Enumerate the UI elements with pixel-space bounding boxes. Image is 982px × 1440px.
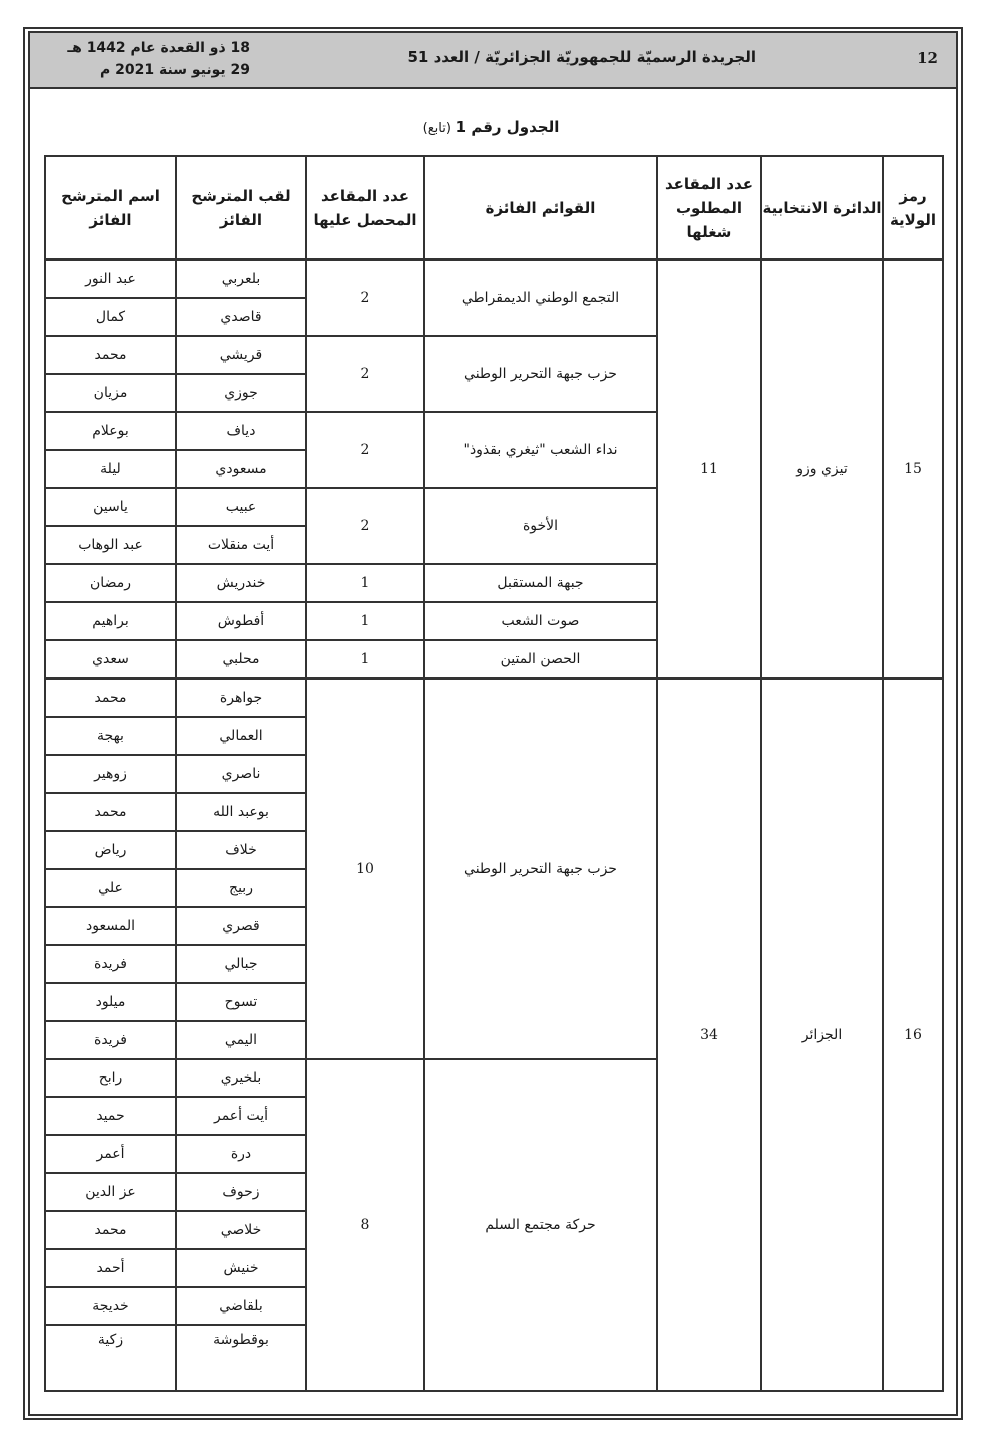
circonscription: الجزائر [761,679,883,1392]
candidate-first-name: براهيم [45,602,176,640]
candidate-surname: قريشي [176,336,306,374]
table-header-row [45,156,943,260]
candidate-surname: قصري [176,907,306,945]
winning-list-name: التجمع الوطني الديمقراطي [424,260,657,337]
winning-list-name: الحصن المتين [424,640,657,679]
candidate-surname: جبالي [176,945,306,983]
candidate-first-name: محمد [45,1211,176,1249]
seats-required: 11 [657,260,761,679]
winning-list-name: حزب جبهة التحرير الوطني [424,336,657,412]
wilaya-code: 16 [883,679,943,1392]
candidate-first-name: رمضان [45,564,176,602]
issue-date [40,37,250,81]
candidate-first-name: محمد [45,793,176,831]
seats-obtained: 2 [306,260,424,337]
candidate-surname: جواهرة [176,679,306,718]
candidate-surname: مسعودي [176,450,306,488]
seats-obtained: 1 [306,602,424,640]
table-title-main: الجدول رقم 1 [455,118,560,136]
candidate-first-name: ياسين [45,488,176,526]
candidate-first-name: عز الدين [45,1173,176,1211]
candidate-first-name: كمال [45,298,176,336]
candidate-surname: تسوح [176,983,306,1021]
col-header-seats-obtained: عدد المقاعد المحصل عليها [306,156,424,260]
col-header-circonscription: الدائرة الانتخابية [761,156,883,260]
candidate-first-name: عبد الوهاب [45,526,176,564]
candidate-surname: خنيش [176,1249,306,1287]
candidate-surname: العمالي [176,717,306,755]
results-table [44,155,944,1392]
seats-obtained: 1 [306,564,424,602]
candidate-surname: بلقاضي [176,1287,306,1325]
candidate-first-name: زكية [45,1325,176,1391]
candidate-surname: درة [176,1135,306,1173]
candidate-surname: خندريش [176,564,306,602]
candidate-first-name: خديجة [45,1287,176,1325]
candidate-surname: بلعربي [176,260,306,299]
candidate-surname: خلاف [176,831,306,869]
candidate-first-name: رابح [45,1059,176,1097]
candidate-surname: خلاصي [176,1211,306,1249]
table-row [45,679,943,718]
candidate-first-name: بوعلام [45,412,176,450]
candidate-first-name: أحمد [45,1249,176,1287]
seats-obtained: 2 [306,336,424,412]
candidate-first-name: عبد النور [45,260,176,299]
candidate-first-name: محمد [45,679,176,718]
col-header-wilaya-code: رمز الولاية [883,156,943,260]
candidate-first-name: محمد [45,336,176,374]
circonscription: تيزي وزو [761,260,883,679]
winning-list-name: صوت الشعب [424,602,657,640]
candidate-first-name: المسعود [45,907,176,945]
candidate-surname: أيت أعمر [176,1097,306,1135]
candidate-surname: أفطوش [176,602,306,640]
wilaya-code: 15 [883,260,943,679]
table-title-continued: (تابع) [422,121,451,136]
candidate-surname: اليمي [176,1021,306,1059]
winning-list-name: جبهة المستقبل [424,564,657,602]
col-header-winning-lists: القوائم الفائزة [424,156,657,260]
candidate-surname: بوقطوشة [176,1325,306,1391]
candidate-surname: دياف [176,412,306,450]
page-header [30,33,956,89]
table-body [45,260,943,1392]
date-gregorian: 29 يونيو سنة 2021 م [100,62,250,78]
candidate-surname: أيت منقلات [176,526,306,564]
candidate-first-name: ليلة [45,450,176,488]
candidate-surname: زحوف [176,1173,306,1211]
candidate-surname: جوزي [176,374,306,412]
candidate-first-name: علي [45,869,176,907]
seats-obtained: 10 [306,679,424,1060]
candidate-first-name: زوهير [45,755,176,793]
seats-obtained: 1 [306,640,424,679]
winning-list-name: نداء الشعب "ثيغري بقذوذ" [424,412,657,488]
candidate-surname: بوعبد الله [176,793,306,831]
candidate-surname: عبيب [176,488,306,526]
seats-obtained: 2 [306,488,424,564]
col-header-surname: لقب المترشح الفائز [176,156,306,260]
seats-required: 34 [657,679,761,1392]
seats-obtained: 2 [306,412,424,488]
candidate-first-name: أعمر [45,1135,176,1173]
page-number: 12 [917,49,938,67]
date-hijri: 18 ذو القعدة عام 1442 هـ [67,40,250,56]
winning-list-name: الأخوة [424,488,657,564]
col-header-seats-required: عدد المقاعد المطلوب شغلها [657,156,761,260]
candidate-surname: ناصري [176,755,306,793]
table-row [45,260,943,299]
candidate-first-name: سعدي [45,640,176,679]
candidate-first-name: فريدة [45,1021,176,1059]
seats-obtained: 8 [306,1059,424,1391]
candidate-first-name: بهجة [45,717,176,755]
candidate-first-name: فريدة [45,945,176,983]
candidate-surname: بلخيري [176,1059,306,1097]
candidate-first-name: ميلود [45,983,176,1021]
publication-title: الجريدة الرسميّة للجمهوريّة الجزائريّة / العدد 51 [407,48,756,66]
table-title [0,118,982,136]
candidate-first-name: رياض [45,831,176,869]
col-header-first-name: اسم المترشح الفائز [45,156,176,260]
winning-list-name: حركة مجتمع السلم [424,1059,657,1391]
candidate-surname: محلبي [176,640,306,679]
candidate-surname: قاصدي [176,298,306,336]
candidate-first-name: حميد [45,1097,176,1135]
winning-list-name: حزب جبهة التحرير الوطني [424,679,657,1060]
candidate-first-name: مزيان [45,374,176,412]
candidate-surname: ربيج [176,869,306,907]
